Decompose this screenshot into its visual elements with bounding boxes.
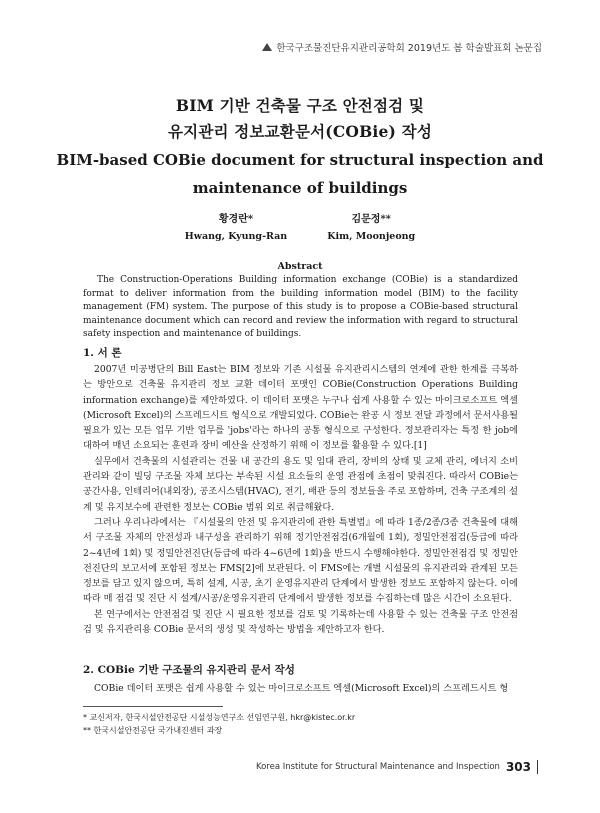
running-header-text: 한국구조물진단유지관리공학회 2019년도 봄 학술발표회 논문집 — [276, 43, 542, 54]
running-header — [262, 40, 542, 54]
footer-divider — [537, 760, 538, 774]
abstract-heading: Abstract — [277, 261, 323, 272]
title-korean-line-1: BIM 기반 건축물 구조 안전점검 및 — [175, 96, 425, 115]
section-2-paragraph: COBie 데이터 포맷은 쉽게 사용할 수 있는 마이크로소프트 엑셀(Microsoft Excel)의 스프레드시트 형 — [94, 683, 509, 694]
page-footer — [256, 760, 538, 774]
author-1-english-name: Hwang, Kyung-Ran — [184, 231, 288, 242]
section-2-body — [83, 681, 518, 696]
section-1-heading: 1. 서 론 — [83, 347, 122, 359]
page-number: 303 — [505, 760, 531, 774]
section-1-paragraph: 실무에서 건축물의 시설관리는 건물 내 공간의 용도 및 임대 관리, 장비의 상태 및 교체 관리, 에너지 소비 관리와 같이 빌딩 구조물 자체 보다는 부속된 시설 요소들의 운영 관점에 초점이 맞춰진다. 따라서 COBie는 공간사용, 인테리어(내외장), 공조시스템(HVAC), 전기, 배관 등의 정보들을 주로 포함하며, 건축 구조계의 설계 및 유지보수에 관련한 정보는 COBie 범위 외로 취급해왔다. — [83, 455, 518, 513]
title-korean-line-2: 유지관리 정보교환문서(COBie) 작성 — [167, 122, 433, 141]
section-1-paragraph: 2007년 미공병단의 Bill East는 BIM 정보와 기존 시설물 유지관리시스템의 연계에 관한 한계를 극복하는 방안으로 건축물 유지관리 정보 교환 데이터 포맷인 COBie(Construction Operations Building information exchange)를 제안하였다. 이 데이터 포맷은 누구나 쉽게 사용할 수 있는 마이크로소프트 엑셀(Microsoft Excel)의 스프레드시트 형식으로 개발되었다. COBie는 완공 시 정보 전달 과정에서 문서사용될 필요가 있는 모든 업무 기반 업무를 'jobs'라는 하나의 공통 형식으로 구성한다. 정보관리자는 특정 한 job에 대하여 매년 소요되는 훈련과 장비 예산을 산정하기 위해 이 정보를 활용할 수 있다.[1] — [83, 364, 518, 452]
section-1-paragraph: 그러나 우리나라에서는 『시설물의 안전 및 유지관리에 관한 특별법』에 따라 1종/2종/3종 건축물에 대해서 구조물 자체의 안전성과 내구성을 관리하기 위해 정기안전점검(6개월에 1회), 정밀안전점검(등급에 따라 2~4년에 1회) 및 정밀안전진단(등급에 따라 4~6년에 1회)을 반드시 수행해야한다. 정밀안전점검 및 정밀안전진단의 보고서에 포함된 정보는 FMS[2]에 보관된다. 이 FMS에는 개별 시설물의 유지관리와 관계된 모든 정보를 담고 있지 않으며, 특히 설계, 시공, 초기 운영유지관리 단계에서 발생한 정보도 포함하지 않는다. 이에 따라 매 점검 및 진단 시 설계/시공/운영유지관리 단계에서 발생한 정보를 수집하는데 많은 시간이 소요된다. — [83, 516, 518, 605]
author-2-korean-name: 김문정** — [351, 214, 391, 225]
section-2-heading: 2. COBie 기반 구조물의 유지관리 문서 작성 — [83, 664, 295, 676]
author-2-english-name: Kim, Moonjeong — [327, 231, 416, 242]
author-2 — [327, 211, 415, 245]
section-1-paragraph: 본 연구에서는 안전점검 및 진단 시 필요한 정보를 검토 및 기록하는데 사용할 수 있는 건축물 구조 안전점검 및 유지관리용 COBie 문서의 생성 및 작성하는 방법을 제안하고자 한다. — [83, 608, 518, 636]
footer-institute: Korea Institute for Structural Maintenance and Inspection — [255, 762, 500, 772]
title-english-line-1: BIM-based COBie document for structural inspection and — [56, 151, 544, 169]
title-english — [40, 146, 560, 202]
section-1-body — [83, 362, 518, 637]
author-list — [0, 211, 600, 245]
footnote-divider — [83, 706, 223, 707]
author-1 — [185, 211, 287, 245]
footnote-1: * 교신저자, 한국시설안전공단 시설성능연구소 선임연구원, hkr@kistec.or.kr — [83, 713, 356, 722]
title-english-line-2: maintenance of buildings — [192, 179, 408, 197]
abstract-text: The Construction-Operations Building information exchange (COBie) is a standardized format to deliver information from the building information model (BIM) to the facility management (FM) system. The purpose of this study is to propose a COBie-based structural maintenance document which can record and review the information with regard to structural safety inspection and maintenance of buildings. — [83, 275, 518, 339]
author-1-korean-name: 황경란* — [218, 214, 254, 225]
triangle-icon — [262, 43, 272, 51]
footnote-2: ** 한국시설안전공단 국가내진센터 과장 — [83, 726, 223, 735]
